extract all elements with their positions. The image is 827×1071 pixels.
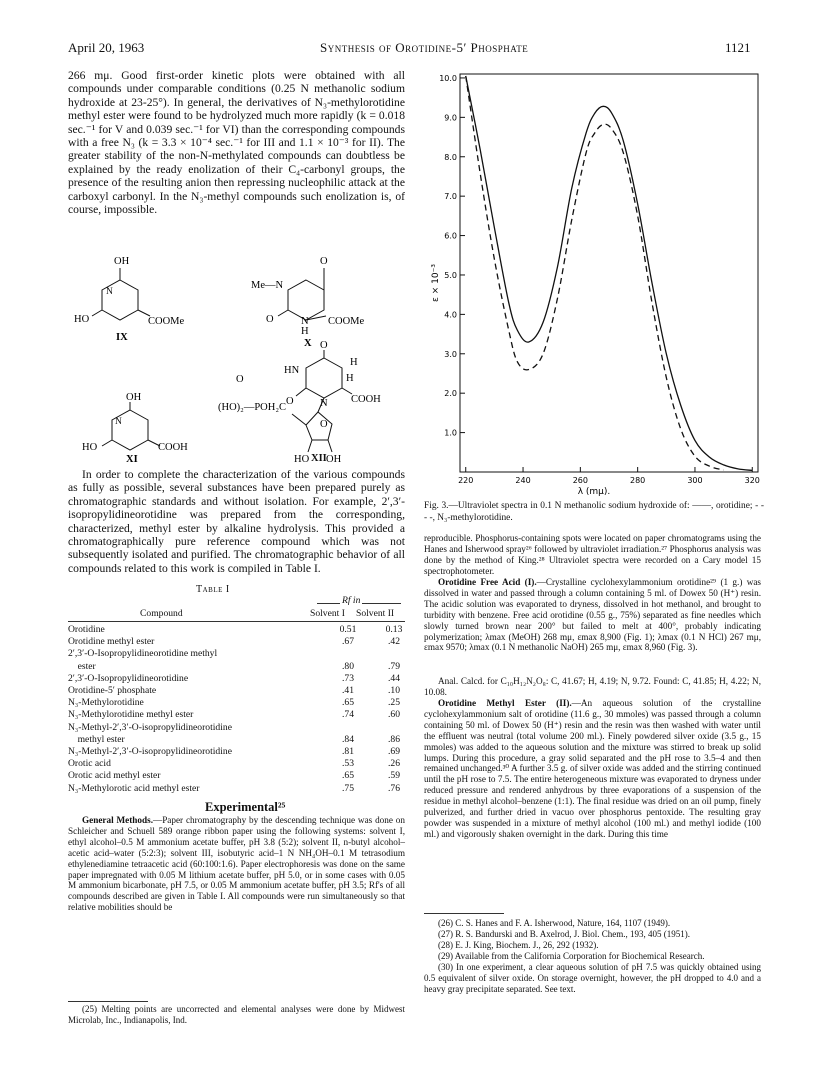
xi-oh: OH xyxy=(126,392,142,403)
solvent2-cell: 0.13 xyxy=(385,624,403,635)
x-tick-label: 240 xyxy=(515,476,531,485)
footnote: (27) R. S. Bandurski and B. Axelrod, J. Biol. Chem., 193, 405 (1951). xyxy=(438,929,690,939)
solvent1-cell: .74 xyxy=(342,709,354,721)
compound-cell: 2′,3′-O-Isopropylidineorotidine methyl xyxy=(68,648,218,660)
y-tick-label: 7.0 xyxy=(444,192,457,202)
solvent1-cell xyxy=(325,722,371,734)
x-o1: O xyxy=(320,256,328,267)
compound-cell: Orotic acid xyxy=(68,758,111,770)
structure-X xyxy=(251,256,365,349)
solvent1-cell: .75 xyxy=(342,782,354,794)
spots-paragraph: reproducible. Phosphorus-containing spots were located on paper chromatograms using the Hanes and Isherwood spray²⁶ followed by ultraviolet irradiation.²⁷ Phosphorus analysis was done by the method of King.²⁸ Ultraviolet spectra were recorded on a Cary model 15 spectrophotometer. xyxy=(424,533,761,576)
footnote-25: (25) Melting points are uncorrected and elemental analyses were done by Midwest Microlab, Inc., Indianapolis, Ind. xyxy=(68,1004,405,1025)
structure-XI xyxy=(82,392,188,465)
xii-cooh: COOH xyxy=(351,394,381,405)
table-row xyxy=(68,697,417,709)
xii-po: O xyxy=(236,374,244,385)
x-tick-label: 280 xyxy=(630,476,646,485)
chromatography-table xyxy=(68,624,417,795)
solvent2-cell: .44 xyxy=(388,672,400,684)
footnote: (26) C. S. Hanes and F. A. Isherwood, Nature, 164, 1107 (1949). xyxy=(438,918,671,928)
table-row xyxy=(68,770,417,782)
structure-XII xyxy=(218,340,381,465)
compound-cell: N₃-Methylorotic acid methyl ester xyxy=(68,782,200,794)
xii-label: XII xyxy=(311,453,327,464)
header-title: Synthesis of Orotidine-5′ Phosphate xyxy=(320,40,529,55)
xii-o2: O xyxy=(286,396,294,407)
series-line-orotidine xyxy=(466,76,753,470)
table-row xyxy=(68,673,417,685)
col-solvent2-header: Solvent II xyxy=(356,608,395,619)
xii-n: N xyxy=(320,398,328,409)
xii-oh: OH xyxy=(326,454,342,465)
footnote: (28) E. J. King, Biochem. J., 26, 292 (1932). xyxy=(438,940,599,950)
analysis-paragraph: Anal. Calcd. for C₁₀H₁₂N₂O₈: C, 41.67; H, 4.19; N, 9.72. Found: C, 41.85; H, 4.22; N, 10.08. xyxy=(424,676,761,697)
characterization-paragraph: In order to complete the characterization of the various compounds as fully as possible, several substances have been prepared purely as chromatographic standards and without isolation. For example, 2′,3′-isopropylidineorotidine was prepared from the corresponding, characterized, methyl ester by alkaline hydrolysis. This provided a chromatographically pure reference compound which was not subsequently isolated and purified. The chromatographic behavior of all compounds related to this work is compiled in Table I. xyxy=(68,468,405,575)
xi-n: N xyxy=(115,417,122,427)
figure-caption: Fig. 3.—Ultraviolet spectra in 0.1 N methanolic sodium hydroxide of: ——, orotidine; - - - -, N₃-methylorotidine. xyxy=(424,501,764,523)
table-row xyxy=(68,624,417,636)
xii-o1: O xyxy=(320,340,328,351)
ix-label: IX xyxy=(116,332,128,343)
solvent2-cell xyxy=(371,648,417,660)
solvent2-cell: .42 xyxy=(388,636,400,648)
y-tick-label: 3.0 xyxy=(444,349,457,359)
ix-oh: OH xyxy=(114,256,130,267)
solvent1-cell: .81 xyxy=(342,746,354,758)
compound-cell: 2′,3′-O-Isopropylidineorotidine xyxy=(68,672,189,684)
table-row xyxy=(68,722,417,734)
solvent2-cell: .10 xyxy=(388,685,400,697)
solvent1-cell: .73 xyxy=(342,672,354,684)
solvent2-cell: .86 xyxy=(388,733,400,745)
xii-h1: H xyxy=(350,357,358,368)
table-row xyxy=(68,783,417,795)
col-solvent1-header: Solvent I xyxy=(310,608,345,619)
solvent2-cell: .25 xyxy=(388,697,400,709)
solvent1-cell: .65 xyxy=(342,770,354,782)
intro-paragraph: 266 mμ. Good first-order kinetic plots were obtained with all compounds under comparable conditions (0.25 N methanolic sodium hydroxide at 23-25°). In general, the derivatives of N₃-methylorotidine methyl ester were found to be hydrolyzed much more rapidly (k = 0.018 sec.⁻¹ for V and 0.039 sec.⁻¹ for VI) than the corresponding compounds with a free N₃ (k = 3.3 × 10⁻⁴ sec.⁻¹ for III and 1.1 × 10⁻³ for II). The greater stability of the non-N-methylated compounds can doubtless be explained by the ready enolization of their C₄-carbonyl groups, the presence of the resulting anion then repressing nucleophilic attack at the carboxyl carbonyl. In the N₃-methyl compounds such enolization is, of course, impossible. xyxy=(68,69,405,217)
x-axis-label: λ (mμ). xyxy=(577,487,611,497)
compound-cell: N₃-Methylorotidine xyxy=(68,697,144,709)
y-tick-label: 9.0 xyxy=(444,113,457,123)
solvent1-cell: .53 xyxy=(342,758,354,770)
structure-IX xyxy=(74,256,185,343)
y-tick-label: 1.0 xyxy=(444,428,457,438)
compound-cell: ester xyxy=(68,660,96,672)
table-title: Table I xyxy=(196,584,230,595)
table-top-rule xyxy=(68,621,405,622)
x-me: Me—N xyxy=(251,280,284,291)
xii-phos: (HO)₂—POH₂C xyxy=(218,402,286,413)
x-h: H xyxy=(301,326,309,337)
y-tick-label: 8.0 xyxy=(444,152,457,162)
solvent2-cell xyxy=(371,722,417,734)
solvent1-cell: .65 xyxy=(342,697,354,709)
solvent1-cell xyxy=(325,648,371,660)
y-tick-label: 10.0 xyxy=(439,73,457,83)
rf-header: Rf in xyxy=(342,595,361,606)
solvent1-cell: 0.51 xyxy=(339,624,357,635)
compound-cell: Orotidine xyxy=(68,624,105,635)
compound-cell: N₃-Methylorotidine methyl ester xyxy=(68,709,194,721)
uv-spectrum-chart xyxy=(424,62,764,500)
compound-cell: N₃-Methyl-2′,3′-O-isopropylidineorotidine xyxy=(68,721,232,733)
y-tick-label: 2.0 xyxy=(444,389,457,399)
x-tick-label: 300 xyxy=(687,476,703,485)
xii-ho: HO xyxy=(294,454,310,465)
solvent2-cell: .26 xyxy=(388,758,400,770)
xii-h2: H xyxy=(346,373,354,384)
x-sub: COOMe xyxy=(328,316,365,327)
footnote-rule-right xyxy=(424,913,504,914)
footnote: (29) Available from the California Corporation for Biochemical Research. xyxy=(438,951,705,961)
table-row xyxy=(68,746,417,758)
xi-sub: COOH xyxy=(158,442,188,453)
col-compound-header: Compound xyxy=(140,608,183,619)
methyl-ester-paragraph: Orotidine Methyl Ester (II).—An aqueous solution of the crystalline cyclohexylammonium salt of orotidine (11.6 g., 30 mmoles) was passed through a column containing 50 ml. of Dowex 50 (H⁺) resin and the resin was then washed with water until the effluent was neutral (total volume 200 ml.). Finely powdered silver oxide (3.5 g., 15 mmoles) was added to the aqueous solution and the mixture was stirred to break up solid lumps. During this procedure, a gray solid separated and the pH rose to 3.5–4 and then remained unchanged.³⁰ A further 3.5 g. of silver oxide was added and the stirring continued until the pH rose to 7.5. The entire heterogeneous mixture was evaporated to dryness under reduced pressure and rendered anhydrous by three evaporations of a suspension of the residue in methyl alcohol–benzene (1:1). The final residue was dried on an oil pump, finely pulverized, and further dried in vacuo over phosphorus pentoxide. The resulting gray powder was suspended in a mixture of methyl alcohol (100 ml.) and methyl iodide (100 ml.) and vigorously shaken overnight in the dark. During this time xyxy=(424,698,762,839)
x-o2: O xyxy=(266,314,274,325)
solvent2-cell: .79 xyxy=(388,660,400,672)
ix-ho: HO xyxy=(74,314,90,325)
x-tick-label: 220 xyxy=(458,476,474,485)
series-line-n3-methylorotidine xyxy=(466,76,724,470)
table-row xyxy=(68,685,417,697)
y-axis-label: ε × 10⁻³ xyxy=(431,264,441,302)
solvent1-cell: .41 xyxy=(342,685,354,697)
header-date: April 20, 1963 xyxy=(68,40,145,55)
solvent2-cell: .76 xyxy=(388,782,400,794)
compound-cell: N₃-Methyl-2′,3′-O-isopropylidineorotidine xyxy=(68,746,232,758)
footnote: (30) In one experiment, a clear aqueous solution of pH 7.5 was quickly obtained using 0.5 equivalent of silver oxide. On storage overnight, however, the pH dropped to 4.0 and a heavy gray precipitate separated. See text. xyxy=(424,962,761,994)
solvent1-cell: .80 xyxy=(342,660,354,672)
compound-cell: methyl ester xyxy=(68,733,125,745)
y-tick-label: 5.0 xyxy=(444,270,457,280)
ix-sub: COOMe xyxy=(148,316,185,327)
y-tick-label: 6.0 xyxy=(444,231,457,241)
plot-frame xyxy=(460,74,758,472)
table-row xyxy=(68,661,417,673)
xi-label: XI xyxy=(126,454,138,465)
header-page-number: 1121 xyxy=(725,40,751,55)
compound-cell: Orotidine methyl ester xyxy=(68,636,155,648)
table-row xyxy=(68,648,417,660)
general-methods-paragraph: General Methods.—Paper chromatography by the descending technique was done on Schleicher and Schuell 589 orange ribbon paper using the following systems: solvent I, ethyl alcohol–0.5 M ammonium acetate buffer, pH 3.8 (5:2); solvent II, n-butyl alcohol–acetic acid–water (5:2:3); solvent III, isobutyric acid–1 N NH₄OH–0.1 M tetrasodium ethylenediamine tetraacetic acid (60:100:1.6). Paper electrophoresis was done on the same paper impregnated with 0.05 M lithium acetate buffer, pH 5.0, or in some cases with 0.05 M ammonium bicarbonate, pH 7.5, or 0.05 M ammonium acetate buffer, pH 3.5; Rf's of all compounds described are given in Table I. All compounds were run simultaneously so that relative mobilities should be xyxy=(68,815,405,913)
footnote-rule-left xyxy=(68,1001,148,1002)
table-row xyxy=(68,734,417,746)
x-label: X xyxy=(304,338,312,349)
table-row xyxy=(68,636,417,648)
compound-cell: Orotic acid methyl ester xyxy=(68,770,161,782)
x-tick-label: 260 xyxy=(572,476,588,485)
solvent1-cell: .67 xyxy=(342,636,354,648)
solvent1-cell: .84 xyxy=(342,733,354,745)
x-tick-label: 320 xyxy=(744,476,760,485)
compound-cell: Orotidine-5′ phosphate xyxy=(68,685,157,697)
xii-ring-o: O xyxy=(320,419,328,430)
free-acid-paragraph: Orotidine Free Acid (I).—Crystalline cyclohexylammonium orotidine²⁹ (1 g.) was dissolved in water and passed through a column containing 5 ml. of Dowex 50 (H⁺) resin. The acidic solution was evaporated to dryness, dissolved in hot methanol, and brought to turbidity with benzene. Free acid orotidine (0.55 g., 75%) separated as fine needles which slowly turned brown near 200° but failed to melt at 400°, probably indicating polymerization; λmax (MeOH) 268 mμ, εmax 8,900 (Fig. 1); λmax (0.1 N HCl) 267 mμ, εmax 9570; λmax (0.1 N methanolic NaOH) 265 mμ, εmax 8,960 (Fig. 3). xyxy=(424,577,761,653)
y-tick-label: 4.0 xyxy=(444,310,457,320)
footnotes-right xyxy=(424,918,761,995)
xi-ho: HO xyxy=(82,442,98,453)
experimental-heading: Experimental²⁵ xyxy=(205,800,286,814)
xii-hn: HN xyxy=(284,365,300,376)
ix-n: N xyxy=(106,287,113,297)
solvent2-cell: .59 xyxy=(388,770,400,782)
chemical-structures xyxy=(68,250,408,465)
table-row xyxy=(68,758,417,770)
solvent2-cell: .60 xyxy=(388,709,400,721)
table-row xyxy=(68,709,417,721)
x-n: N xyxy=(301,316,309,327)
solvent2-cell: .69 xyxy=(388,746,400,758)
